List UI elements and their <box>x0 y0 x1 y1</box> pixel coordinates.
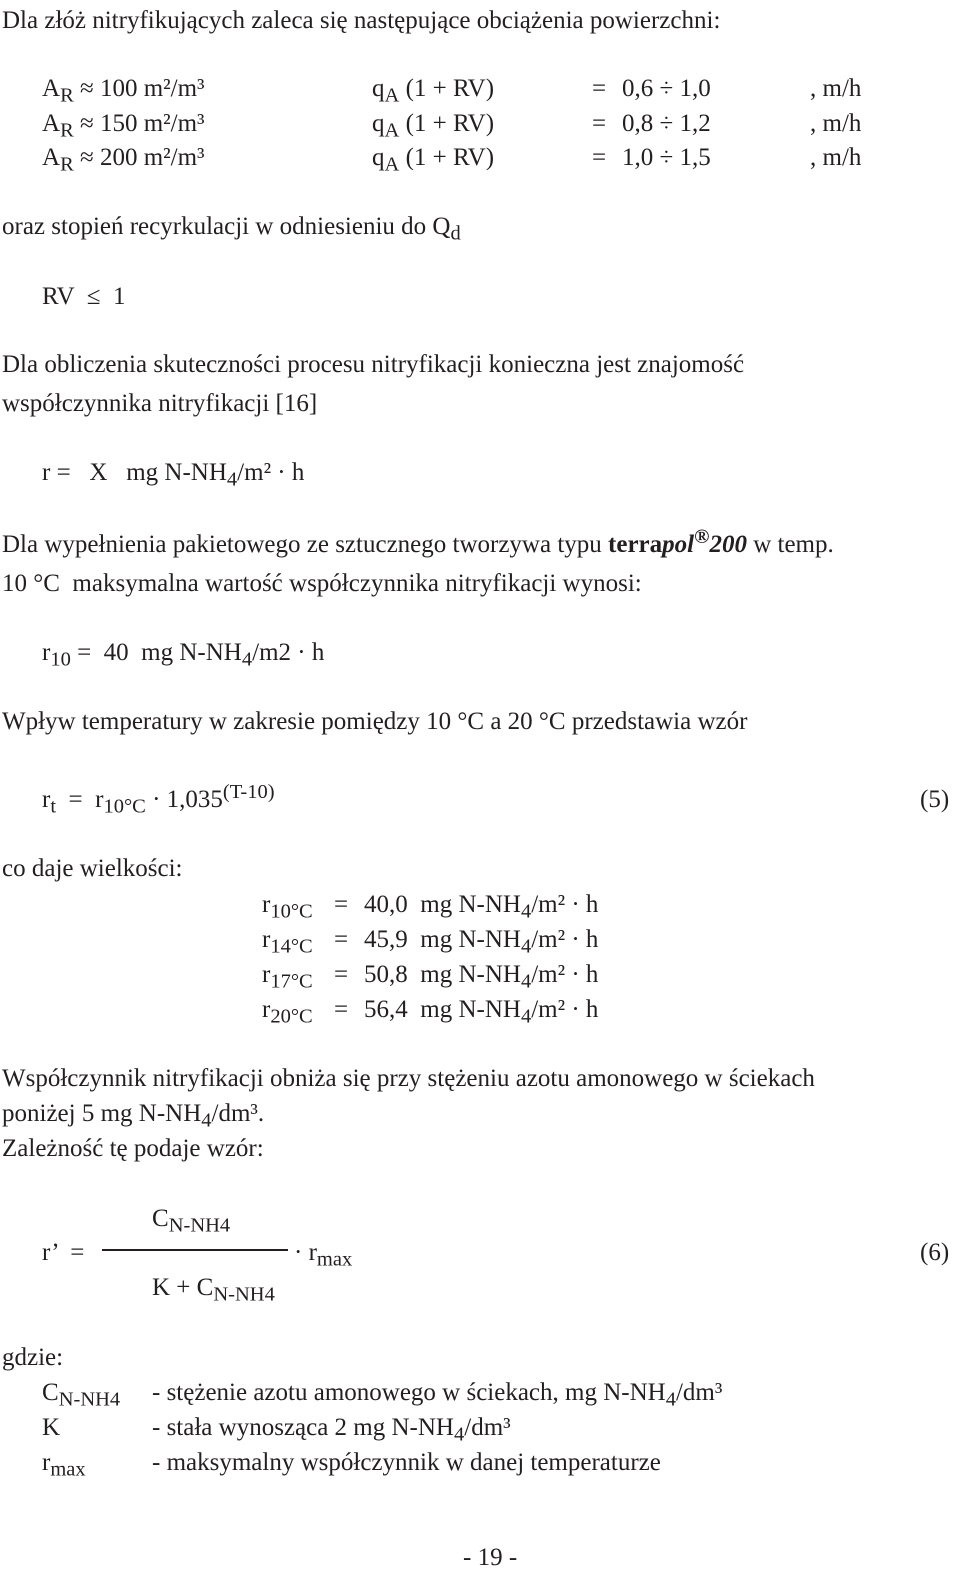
brand-name: terrapol®200 <box>608 525 747 558</box>
legend-symbol: $r_{max}$ <box>42 1449 86 1481</box>
equals-sign: = <box>592 144 607 171</box>
gives-label: co daje wielkości: <box>2 855 183 882</box>
equals-sign: = <box>592 75 607 102</box>
rv-condition: RV ≤ 1 <box>42 283 126 310</box>
value-amount: 50,8 mg $N-NH_4/m^2 \cdot h$ <box>364 961 599 993</box>
equals-sign: = <box>334 926 349 953</box>
equation-number: (6) <box>920 1239 950 1266</box>
fill-para-line: Dla wypełnienia pakietowego ze sztucznego tworzywa typu terrapol®200 w temp. <box>2 525 834 558</box>
value-symbol: $r_{10^\circ C}$ <box>262 891 313 923</box>
value-amount: 56,4 mg $N-NH_4/m^2 \cdot h$ <box>364 996 599 1028</box>
value-symbol: $r_{20^\circ C}$ <box>262 996 313 1028</box>
fraction-numerator: $C_{N-NH4}$ <box>152 1205 231 1237</box>
legend-symbol: K <box>42 1414 61 1441</box>
nitr-para-line: współczynnika nitryfikacji [16] <box>2 390 318 417</box>
nitr-para-line: Dla obliczenia skuteczności procesu nitryfikacji konieczna jest znajomość <box>2 351 745 378</box>
load-expr: $q_A$ (1 + RV) <box>372 144 495 176</box>
r-definition: r = X mg $N-NH_4/m^2 \cdot h$ <box>42 459 305 491</box>
equals-sign: = <box>334 996 349 1023</box>
recirc-text: oraz stopień recyrkulacji w odniesieniu do $Q_d$ <box>2 213 461 245</box>
legend-description: - stała wynosząca 2 mg $N-NH_4$/dm³ <box>152 1414 511 1446</box>
formula-multiplier: · $r_{max}$ <box>294 1239 353 1271</box>
area-spec: $A_R \approx 100$ m²/m³ <box>42 75 205 107</box>
equation-number: (5) <box>920 786 950 813</box>
load-range: 1,0 ÷ 1,5 <box>622 144 711 171</box>
legend-description: - stężenie azotu amonowego w ściekach, mg $N-NH_4$/dm³ <box>152 1379 723 1411</box>
load-expr: $q_A$ (1 + RV) <box>372 110 495 142</box>
r10-definition: $r_{10} = 40$ mg $N-NH_4/m2 \cdot h$ <box>42 639 325 671</box>
area-spec: $A_R \approx 150$ m²/m³ <box>42 110 205 142</box>
page-number: - 19 - <box>463 1544 518 1571</box>
equals-sign: = <box>334 891 349 918</box>
formula-lhs: r’ = <box>42 1239 85 1266</box>
drop-para-line: poniżej 5 mg $N-NH_4$/dm³. <box>2 1100 265 1132</box>
load-unit: , m/h <box>810 110 862 137</box>
intro-text: Dla złóż nitryfikujących zaleca się następujące obciążenia powierzchni: <box>2 7 721 34</box>
value-symbol: $r_{17^\circ C}$ <box>262 961 313 993</box>
value-amount: 45,9 mg $N-NH_4/m^2 \cdot h$ <box>364 926 599 958</box>
legend-description: - maksymalny współczynnik w danej temperaturze <box>152 1449 661 1476</box>
fraction-bar <box>102 1249 288 1251</box>
legend-symbol: $C_{N-NH4}$ <box>42 1379 121 1411</box>
value-symbol: $r_{14^\circ C}$ <box>262 926 313 958</box>
drop-para-line: Współczynnik nitryfikacji obniża się przy stężeniu azotu amonowego w ściekach <box>2 1065 815 1092</box>
value-amount: 40,0 mg $N-NH_4/m^2 \cdot h$ <box>364 891 599 923</box>
equals-sign: = <box>592 110 607 137</box>
fill-para-line: 10 °C maksymalna wartość współczynnika nitryfikacji wynosi: <box>2 570 642 597</box>
load-unit: , m/h <box>810 75 862 102</box>
load-range: 0,8 ÷ 1,2 <box>622 110 711 137</box>
temp-para: Wpływ temperatury w zakresie pomiędzy 10 °C a 20 °C przedstawia wzór <box>2 708 748 735</box>
fraction-denominator: $K + C_{N-NH4}$ <box>152 1274 275 1306</box>
where-label: gdzie: <box>2 1344 64 1371</box>
area-spec: $A_R \approx 200$ m²/m³ <box>42 144 205 176</box>
load-range: 0,6 ÷ 1,0 <box>622 75 711 102</box>
formula-5: $r_t = r_{10^\circ C} \cdot 1,035^{(T-10)}$ <box>42 780 275 818</box>
load-unit: , m/h <box>810 144 862 171</box>
equals-sign: = <box>334 961 349 988</box>
drop-para-line: Zależność tę podaje wzór: <box>2 1135 264 1162</box>
load-expr: $q_A$ (1 + RV) <box>372 75 495 107</box>
